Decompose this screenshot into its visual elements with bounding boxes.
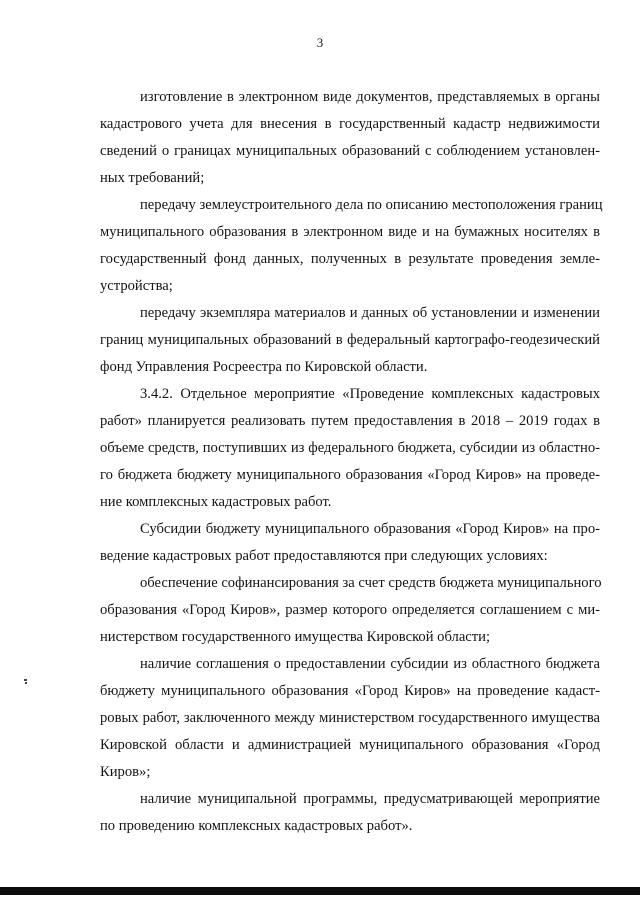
text-line: го бюджета бюджету муниципального образования «Город Киров» на проведе- (100, 467, 600, 483)
text-line: образования «Город Киров», размер которого определяется соглашением с ми- (100, 602, 600, 618)
text-line: бюджету муниципального образования «Город Киров» на проведение кадаст- (100, 683, 600, 699)
text-line: 3.4.2. Отдельное мероприятие «Проведение комплексных кадастровых (140, 386, 600, 402)
text-line: фонд Управления Росреестра по Кировской области. (100, 359, 428, 375)
scan-edge-bar (0, 887, 640, 895)
text-line: передачу экземпляра материалов и данных об установлении и изменении (140, 305, 600, 321)
text-line: изготовление в электронном виде документов, представляемых в органы (140, 89, 600, 105)
scan-speck (25, 682, 27, 684)
text-line: по проведению комплексных кадастровых работ». (100, 818, 413, 834)
text-line: ных требований; (100, 170, 205, 186)
page-number: 3 (316, 35, 324, 50)
text-line: объеме средств, поступивших из федерального бюджета, субсидии из областно- (100, 440, 600, 456)
text-line: наличие соглашения о предоставлении субсидии из областного бюджета (140, 656, 600, 672)
text-line: Субсидии бюджету муниципального образования «Город Киров» на про- (140, 521, 600, 537)
text-line: сведений о границах муниципальных образований с соблюдением установлен- (100, 143, 600, 159)
text-line: работ» планируется реализовать путем предоставления в 2018 – 2019 годах в (100, 413, 600, 429)
text-line: ведение кадастровых работ предоставляются при следующих условиях: (100, 548, 548, 564)
text-line: кадастрового учета для внесения в государственный кадастр недвижимости (100, 116, 600, 132)
text-line: ровых работ, заключенного между министерством государственного имущества (100, 710, 600, 726)
scan-speck (24, 679, 27, 681)
text-line: обеспечение софинансирования за счет средств бюджета муниципального (140, 575, 602, 591)
text-line: устройства; (100, 278, 173, 294)
text-line: передачу землеустроительного дела по описанию местоположения границ (140, 197, 603, 213)
text-line: Кировской области и администрацией муниципального образования «Город (100, 737, 600, 753)
text-line: наличие муниципальной программы, предусматривающей мероприятие (140, 791, 600, 807)
text-line: ние комплексных кадастровых работ. (100, 494, 332, 510)
text-line: государственный фонд данных, полученных в результате проведения земле- (100, 251, 600, 267)
text-line: Киров»; (100, 764, 151, 780)
text-line: муниципального образования в электронном виде и на бумажных носителях в (100, 224, 600, 240)
text-line: границ муниципальных образований в федеральный картографо-геодезический (100, 332, 600, 348)
text-line: нистерством государственного имущества Кировской области; (100, 629, 491, 645)
